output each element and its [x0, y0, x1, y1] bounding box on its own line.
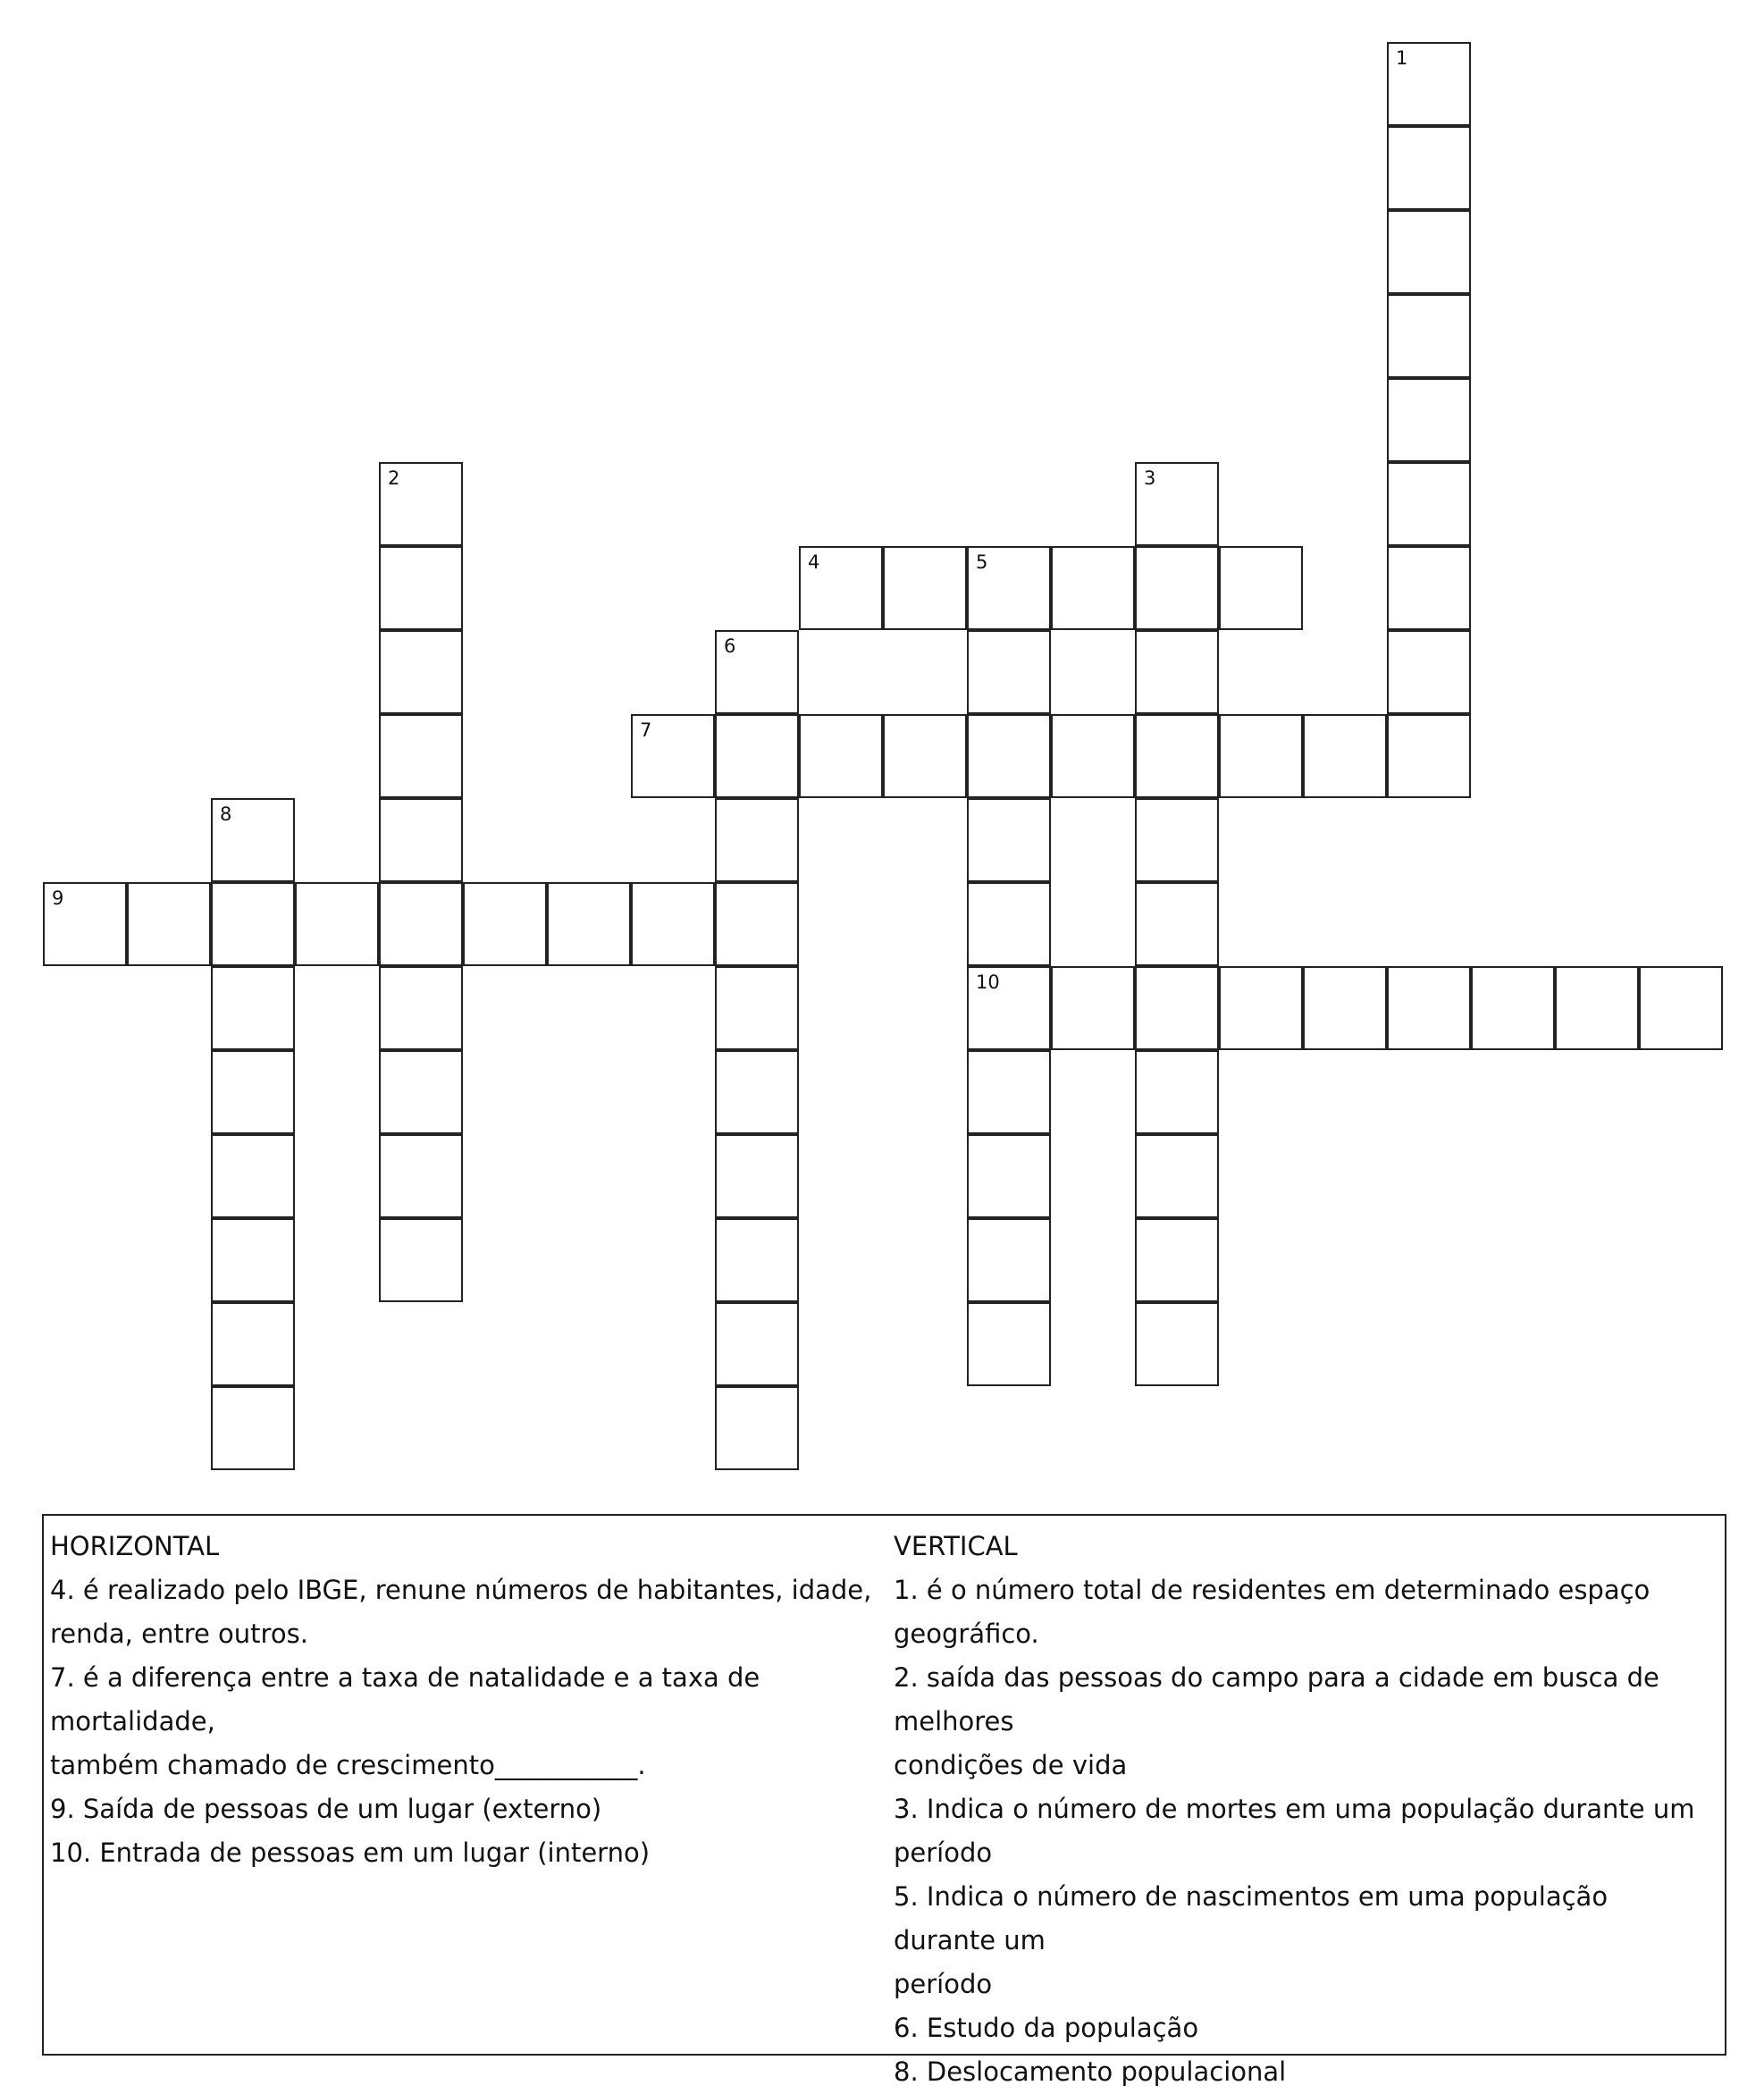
crossword-cell[interactable]: [379, 546, 463, 630]
horizontal-clue-line: 4. é realizado pelo IBGE, renune números de habitantes, idade,: [50, 1575, 872, 1605]
vertical-clue-line: 8. Deslocamento populacional: [894, 2056, 1287, 2087]
crossword-cell[interactable]: [379, 714, 463, 798]
crossword-cell[interactable]: [1135, 714, 1219, 798]
crossword-cell[interactable]: [1387, 294, 1471, 378]
crossword-cell[interactable]: [715, 1050, 799, 1134]
clue-number: 10: [976, 971, 1000, 993]
vertical-clue-line: 6. Estudo da população: [894, 2013, 1199, 2043]
crossword-cell[interactable]: [1387, 630, 1471, 714]
crossword-cell[interactable]: [631, 882, 715, 966]
crossword-cell[interactable]: [1135, 1050, 1219, 1134]
crossword-cell[interactable]: [1219, 966, 1303, 1050]
crossword-cell[interactable]: [883, 546, 967, 630]
crossword-cell[interactable]: [1303, 714, 1387, 798]
clue-number: 2: [388, 467, 400, 489]
crossword-cell[interactable]: [967, 1050, 1051, 1134]
crossword-cell[interactable]: [1555, 966, 1639, 1050]
crossword-cell[interactable]: [1051, 546, 1135, 630]
crossword-cell[interactable]: [1387, 546, 1471, 630]
crossword-cell[interactable]: [1387, 42, 1471, 126]
crossword-cell[interactable]: [1387, 462, 1471, 546]
crossword-cell[interactable]: [715, 1218, 799, 1302]
crossword-cell[interactable]: [1219, 546, 1303, 630]
crossword-cell[interactable]: [883, 714, 967, 798]
crossword-cell[interactable]: [715, 798, 799, 882]
crossword-cell[interactable]: [1135, 1218, 1219, 1302]
vertical-clue-line: condições de vida: [894, 1750, 1128, 1780]
crossword-cell[interactable]: [715, 966, 799, 1050]
crossword-cell[interactable]: [379, 462, 463, 546]
crossword-cell[interactable]: [1135, 1302, 1219, 1386]
vertical-heading: VERTICAL: [894, 1531, 1018, 1561]
crossword-cell[interactable]: [715, 1302, 799, 1386]
vertical-clue-line: período: [894, 1838, 993, 1868]
horizontal-clue-line: 9. Saída de pessoas de um lugar (externo): [50, 1794, 602, 1824]
crossword-cell[interactable]: [211, 1050, 295, 1134]
clue-number: 9: [52, 887, 64, 909]
crossword-cell[interactable]: [379, 1134, 463, 1218]
vertical-clue-line: 3. Indica o número de mortes em uma população durante um: [894, 1794, 1695, 1824]
crossword-cell[interactable]: [379, 966, 463, 1050]
vertical-clue-line: 1. é o número total de residentes em determinado espaço: [894, 1575, 1651, 1605]
crossword-cell[interactable]: [715, 1386, 799, 1470]
crossword-cell[interactable]: [799, 714, 883, 798]
horizontal-clue-line: também chamado de crescimento___________.: [50, 1750, 646, 1780]
crossword-cell[interactable]: [715, 1134, 799, 1218]
vertical-clue-line: 5. Indica o número de nascimentos em uma população durante um: [894, 1881, 1609, 1955]
crossword-cell[interactable]: [379, 1218, 463, 1302]
crossword-cell[interactable]: [967, 1218, 1051, 1302]
crossword-cell[interactable]: [1387, 126, 1471, 210]
crossword-cell[interactable]: [1387, 378, 1471, 462]
crossword-cell[interactable]: [967, 882, 1051, 966]
crossword-cell[interactable]: [211, 1302, 295, 1386]
crossword-cell[interactable]: [463, 882, 547, 966]
crossword-cell[interactable]: [967, 630, 1051, 714]
crossword-cell[interactable]: [967, 714, 1051, 798]
crossword-cell[interactable]: [379, 798, 463, 882]
crossword-cell[interactable]: [967, 1302, 1051, 1386]
crossword-cell[interactable]: [1387, 966, 1471, 1050]
crossword-cell[interactable]: [1303, 966, 1387, 1050]
crossword-cell[interactable]: [211, 1218, 295, 1302]
vertical-clues: [894, 1525, 1707, 2094]
crossword-cell[interactable]: [127, 882, 211, 966]
crossword-cell[interactable]: [1135, 630, 1219, 714]
crossword-cell[interactable]: [1387, 714, 1471, 798]
clue-number: 5: [976, 551, 988, 573]
clues-box: [42, 1514, 1726, 2087]
crossword-cell[interactable]: [1387, 210, 1471, 294]
crossword-cell[interactable]: [715, 630, 799, 714]
crossword-cell[interactable]: [1639, 966, 1723, 1050]
crossword-cell[interactable]: [1135, 546, 1219, 630]
crossword-cell[interactable]: [211, 1134, 295, 1218]
crossword-cell[interactable]: [1135, 462, 1219, 546]
crossword-cell[interactable]: [43, 882, 127, 966]
horizontal-heading: HORIZONTAL: [50, 1531, 220, 1561]
clue-number: 8: [220, 803, 232, 825]
crossword-cell[interactable]: [1051, 714, 1135, 798]
clue-number: 6: [724, 635, 736, 657]
crossword-cell[interactable]: [967, 798, 1051, 882]
crossword-cell[interactable]: [1135, 798, 1219, 882]
crossword-cell[interactable]: [1471, 966, 1555, 1050]
crossword-cell[interactable]: [211, 1386, 295, 1470]
vertical-clue-line: período: [894, 1969, 993, 1999]
crossword-cell[interactable]: [967, 966, 1051, 1050]
clue-number: 1: [1396, 47, 1408, 69]
crossword-cell[interactable]: [1219, 714, 1303, 798]
crossword-cell[interactable]: [379, 882, 463, 966]
crossword-cell[interactable]: [379, 1050, 463, 1134]
crossword-cell[interactable]: [1135, 966, 1219, 1050]
crossword-cell[interactable]: [379, 630, 463, 714]
crossword-cell[interactable]: [1051, 966, 1135, 1050]
clue-number: 3: [1144, 467, 1156, 489]
crossword-cell[interactable]: [211, 966, 295, 1050]
vertical-clue-line: geográfico.: [894, 1619, 1039, 1649]
vertical-clue-line: 2. saída das pessoas do campo para a cidade em busca de melhores: [894, 1662, 1659, 1737]
crossword-cell[interactable]: [211, 798, 295, 882]
crossword-cell[interactable]: [631, 714, 715, 798]
horizontal-clue-line: 10. Entrada de pessoas em um lugar (interno): [50, 1838, 651, 1868]
horizontal-clues: [50, 1525, 890, 1875]
crossword-cell[interactable]: [547, 882, 631, 966]
crossword-cell[interactable]: [715, 882, 799, 966]
crossword-cell[interactable]: [1135, 1134, 1219, 1218]
crossword-cell[interactable]: [967, 546, 1051, 630]
horizontal-clue-line: renda, entre outros.: [50, 1619, 308, 1649]
crossword-cell[interactable]: [295, 882, 379, 966]
crossword-cell[interactable]: [967, 1134, 1051, 1218]
crossword-cell[interactable]: [799, 546, 883, 630]
clue-number: 4: [808, 551, 820, 573]
clue-number: 7: [640, 719, 652, 741]
crossword-cell[interactable]: [1135, 882, 1219, 966]
horizontal-clue-line: 7. é a diferença entre a taxa de natalidade e a taxa de mortalidade,: [50, 1662, 760, 1737]
crossword-cell[interactable]: [211, 882, 295, 966]
crossword-cell[interactable]: [715, 714, 799, 798]
